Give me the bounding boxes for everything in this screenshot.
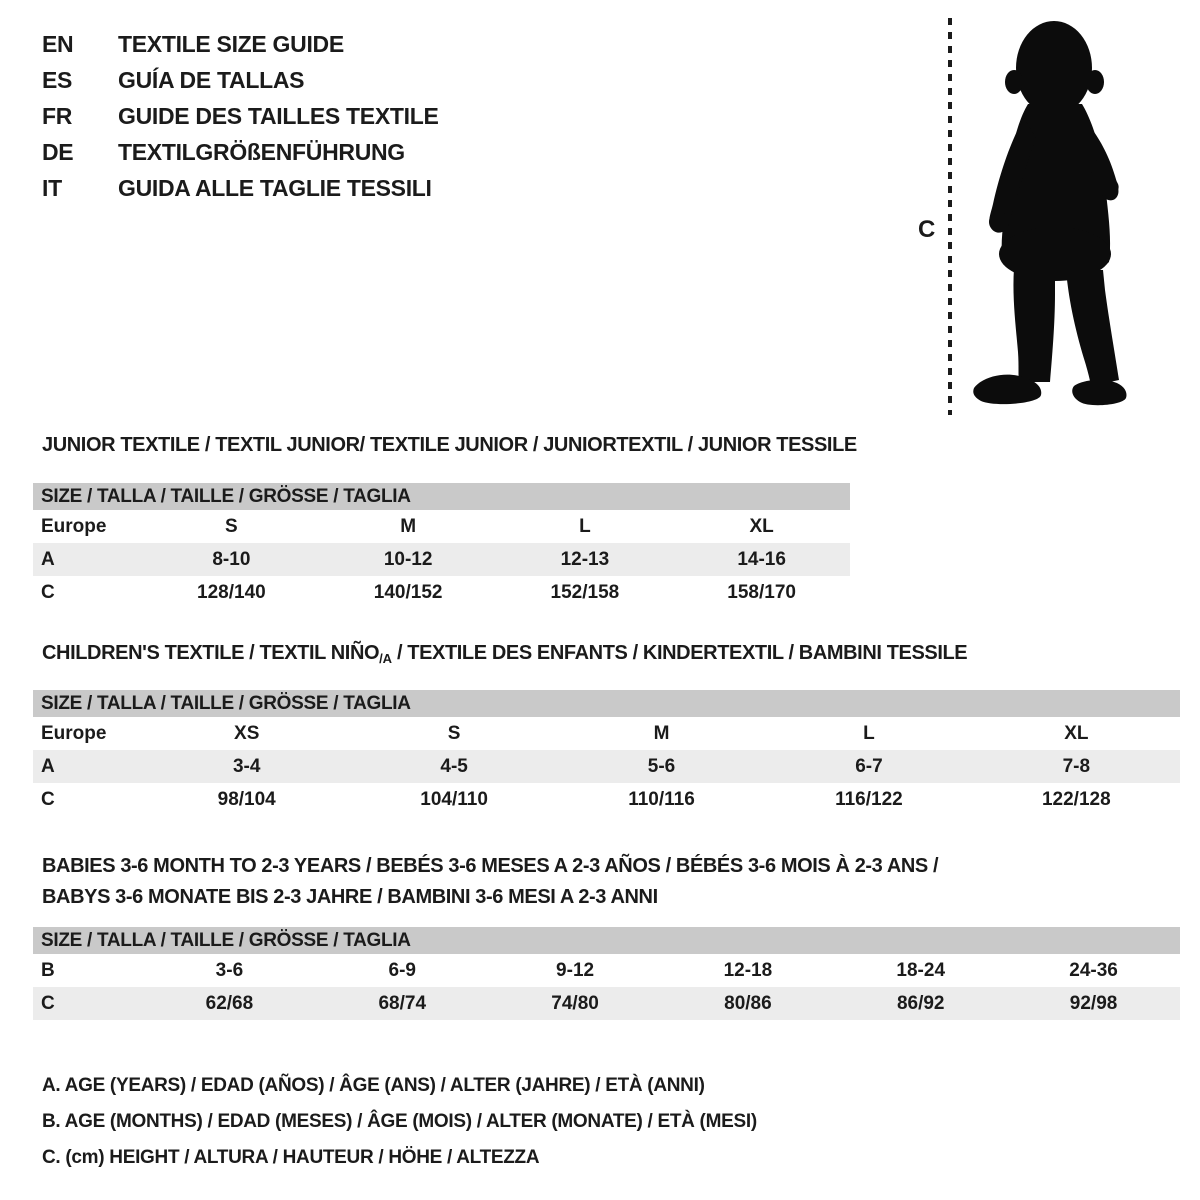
guide-title-fr: GUIDE DES TAILLES TEXTILE: [118, 102, 439, 129]
size-cell: L: [863, 722, 875, 744]
size-header-bar: SIZE / TALLA / TAILLE / GRÖSSE / TAGLIA: [33, 927, 1180, 954]
table-row: [33, 987, 1180, 1020]
size-cell: XL: [749, 515, 774, 537]
language-row-de: [42, 134, 439, 170]
size-cell: L: [579, 515, 591, 537]
age-cell: 7-8: [1062, 755, 1091, 777]
height-cell: 92/98: [1069, 992, 1118, 1014]
legend-line-a: A. AGE (YEARS) / EDAD (AÑOS) / ÂGE (ANS) / ALTER (JAHRE) / ETÀ (ANNI): [42, 1075, 705, 1096]
age-cell: 14-16: [737, 548, 786, 570]
table-row: [33, 954, 1180, 987]
guide-title-es: GUÍA DE TALLAS: [118, 66, 305, 93]
age-cell: 4-5: [440, 755, 468, 777]
row-label: A: [41, 755, 55, 777]
age-months-cell: 9-12: [556, 959, 595, 981]
height-cell: 68/74: [378, 992, 427, 1014]
babies-title-line1: BABIES 3-6 MONTH TO 2-3 YEARS / BEBÉS 3-6 MESES A 2-3 AÑOS / BÉBÉS 3-6 MOIS À 2-3 ANS /: [42, 855, 939, 877]
table-row: [33, 576, 850, 609]
toddler-silhouette-icon: [962, 16, 1140, 416]
babies-table-title: [42, 851, 938, 913]
height-cell: 98/104: [217, 788, 276, 810]
junior-size-table: [33, 483, 850, 609]
language-row-es: [42, 62, 439, 98]
table-row: [33, 750, 1180, 783]
size-header-bar: SIZE / TALLA / TAILLE / GRÖSSE / TAGLIA: [33, 483, 850, 510]
height-cell: 110/116: [628, 788, 695, 810]
age-cell: 12-13: [560, 548, 610, 570]
age-months-cell: 24-36: [1069, 959, 1118, 981]
age-months-cell: 12-18: [723, 959, 773, 981]
babies-size-table: [33, 927, 1180, 1020]
language-code: IT: [42, 174, 62, 201]
height-cell: 116/122: [835, 788, 903, 810]
height-cell: 158/170: [727, 581, 796, 603]
height-cell: 86/92: [896, 992, 945, 1014]
language-title-list: [42, 26, 439, 206]
height-cell: 62/68: [205, 992, 254, 1014]
age-cell: 3-4: [232, 755, 261, 777]
age-months-cell: 3-6: [215, 959, 244, 981]
children-title-sub: /A: [379, 651, 392, 666]
language-row-en: [42, 26, 439, 62]
height-cell: 140/152: [373, 581, 443, 603]
table-row: [33, 717, 1180, 750]
guide-title-it: GUIDA ALLE TAGLIE TESSILI: [118, 174, 432, 201]
row-label: C: [41, 788, 55, 810]
age-cell: 8-10: [212, 548, 251, 570]
size-cell: S: [225, 515, 238, 537]
language-code: ES: [42, 66, 73, 93]
language-code: DE: [42, 138, 74, 165]
height-cell: 122/128: [1041, 788, 1111, 810]
row-label: Europe: [41, 515, 107, 537]
babies-title-line2: BABYS 3-6 MONATE BIS 2-3 JAHRE / BAMBINI 3-6 MESI A 2-3 ANNI: [42, 886, 658, 908]
height-cell: 152/158: [550, 581, 620, 603]
table-row: [33, 510, 850, 543]
children-title-suffix: / TEXTILE DES ENFANTS / KINDERTEXTIL / BAMBINI TESSILE: [391, 642, 968, 664]
guide-title-de: TEXTILGRÖßENFÜHRUNG: [118, 138, 405, 165]
height-cell: 128/140: [197, 581, 266, 603]
legend-line-c: C. (cm) HEIGHT / ALTURA / HAUTEUR / HÖHE / ALTEZZA: [42, 1147, 540, 1168]
row-label: C: [41, 581, 55, 603]
height-measure-label: C: [918, 216, 936, 243]
size-cell: XS: [234, 722, 260, 744]
measurement-legend: [42, 1068, 757, 1176]
language-row-it: [42, 170, 439, 206]
height-cell: 80/86: [724, 992, 772, 1014]
size-cell: S: [447, 722, 461, 744]
row-label: B: [41, 959, 55, 981]
age-cell: 6-7: [855, 755, 883, 777]
table-row: [33, 783, 1180, 816]
age-months-cell: 18-24: [896, 959, 946, 981]
age-months-cell: 6-9: [388, 959, 416, 981]
size-cell: XL: [1064, 722, 1089, 744]
language-code: EN: [42, 30, 74, 57]
row-label: A: [41, 548, 55, 570]
guide-title-en: TEXTILE SIZE GUIDE: [118, 30, 344, 57]
children-title-prefix: CHILDREN'S TEXTILE / TEXTIL NIÑO: [42, 642, 380, 664]
height-cell: 104/110: [420, 788, 488, 810]
size-cell: M: [400, 515, 417, 537]
legend-line-b: B. AGE (MONTHS) / EDAD (MESES) / ÂGE (MOIS) / ALTER (MONATE) / ETÀ (MESI): [42, 1111, 757, 1132]
language-code: FR: [42, 102, 73, 129]
height-cell: 74/80: [551, 992, 599, 1014]
table-row: [33, 543, 850, 576]
children-table-title: [42, 643, 967, 669]
age-cell: 10-12: [383, 548, 433, 570]
language-row-fr: [42, 98, 439, 134]
height-measure-dashed-line: [948, 18, 952, 415]
size-cell: M: [653, 722, 670, 744]
children-size-table: [33, 690, 1180, 816]
age-cell: 5-6: [647, 755, 676, 777]
size-header-bar: SIZE / TALLA / TAILLE / GRÖSSE / TAGLIA: [33, 690, 1180, 717]
row-label: Europe: [41, 722, 107, 744]
row-label: C: [41, 992, 55, 1014]
junior-table-title: JUNIOR TEXTILE / TEXTIL JUNIOR/ TEXTILE JUNIOR / JUNIORTEXTIL / JUNIOR TESSILE: [42, 434, 857, 456]
